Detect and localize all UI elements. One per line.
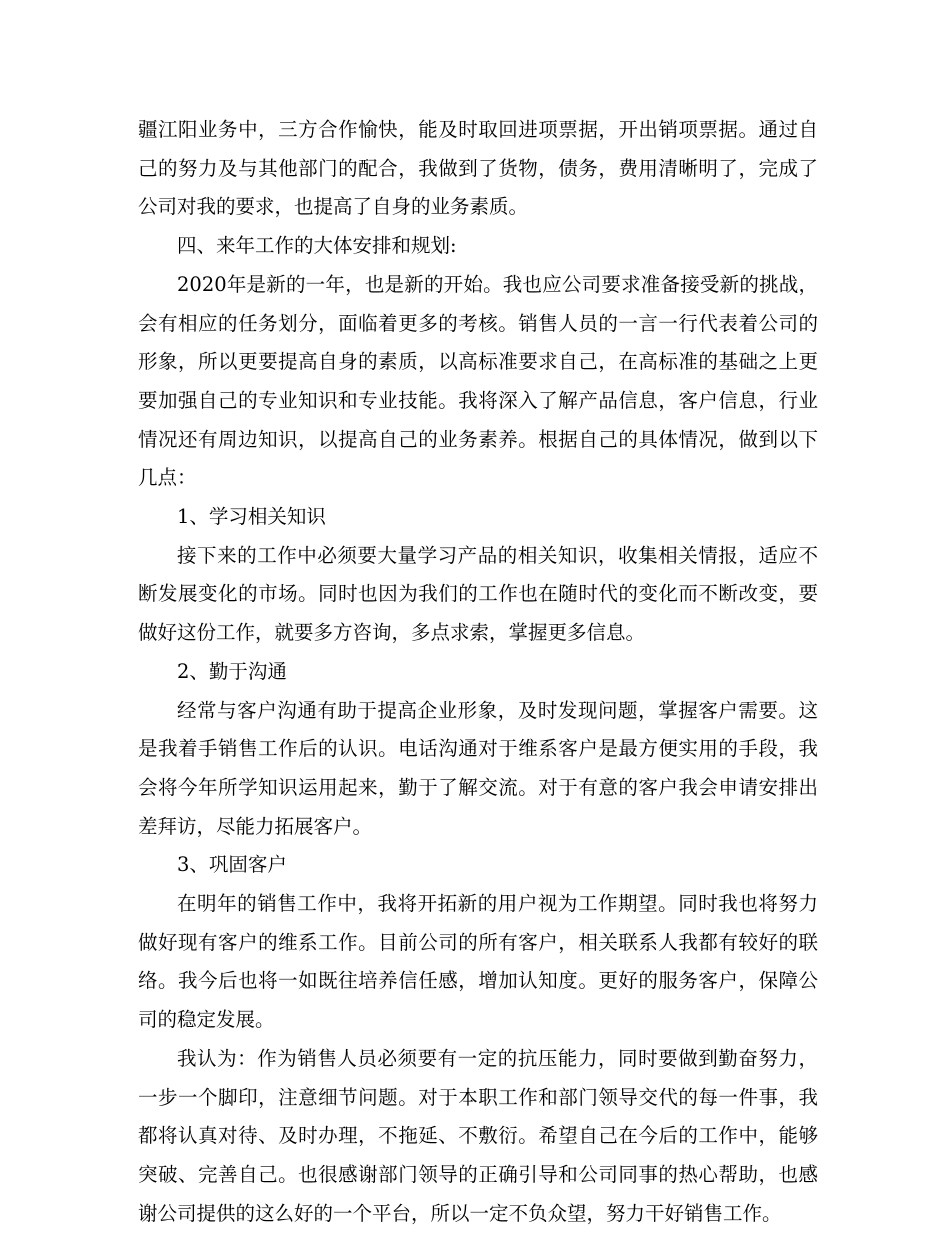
paragraph-plan-intro: 2020年是新的一年，也是新的开始。我也应公司要求准备接受新的挑战，会有相应的任务划分，面临着更多的考核。销售人员的一言一行代表着公司的形象，所以更要提高自身的素质，以高标准要求自己，在高标准的基础之上更要加强自己的专业知识和专业技能。我将深入了解产品信息，客户信息，行业情况还有周边知识，以提高自己的业务素养。根据自己的具体情况，做到以下几点： — [138, 272, 818, 490]
subheading-learn-knowledge: 1、学习相关知识 — [177, 505, 326, 529]
paragraph-communication: 经常与客户沟通有助于提高企业形象，及时发现问题，掌握客户需要。这是我着手销售工作后的认识。电话沟通对于维系客户是最方便实用的手段，我会将今年所学知识运用起来，勤于了解交流。对于有意的客户我会申请安排出差拜访，尽能力拓展客户。 — [138, 698, 818, 838]
subheading-consolidate-clients: 3、巩固客户 — [177, 853, 287, 877]
document-body — [138, 111, 818, 1233]
paragraph-conclusion: 我认为：作为销售人员必须要有一定的抗压能力，同时要做到勤奋努力，一步一个脚印，注意细节问题。对于本职工作和部门领导交代的每一件事，我都将认真对待、及时办理，不拖延、不敷衍。希望自己在今后的工作中，能够突破、完善自己。也很感谢部门领导的正确引导和公司同事的热心帮助，也感谢公司提供的这么好的一个平台，所以一定不负众望，努力干好销售工作。 — [138, 1046, 818, 1225]
section-heading-plan: 四、来年工作的大体安排和规划: — [177, 234, 457, 258]
subheading-communication: 2、勤于沟通 — [177, 659, 287, 683]
paragraph-learn-knowledge: 接下来的工作中必须要大量学习产品的相关知识，收集相关情报，适应不断发展变化的市场。同时也因为我们的工作也在随时代的变化而不断改变，要做好这份工作，就要多方咨询，多点求索，掌握更多信息。 — [138, 543, 818, 645]
paragraph-continuation: 疆江阳业务中，三方合作愉快，能及时取回进项票据，开出销项票据。通过自己的努力及与其他部门的配合，我做到了货物，债务，费用清晰明了，完成了公司对我的要求，也提高了自身的业务素质。 — [138, 118, 818, 219]
paragraph-consolidate-clients: 在明年的销售工作中，我将开拓新的用户视为工作期望。同时我也将努力做好现有客户的维系工作。目前公司的所有客户，相关联系人我都有较好的联络。我今后也将一如既往培养信任感，增加认知度。更好的服务客户，保障公司的稳定发展。 — [138, 892, 818, 1032]
